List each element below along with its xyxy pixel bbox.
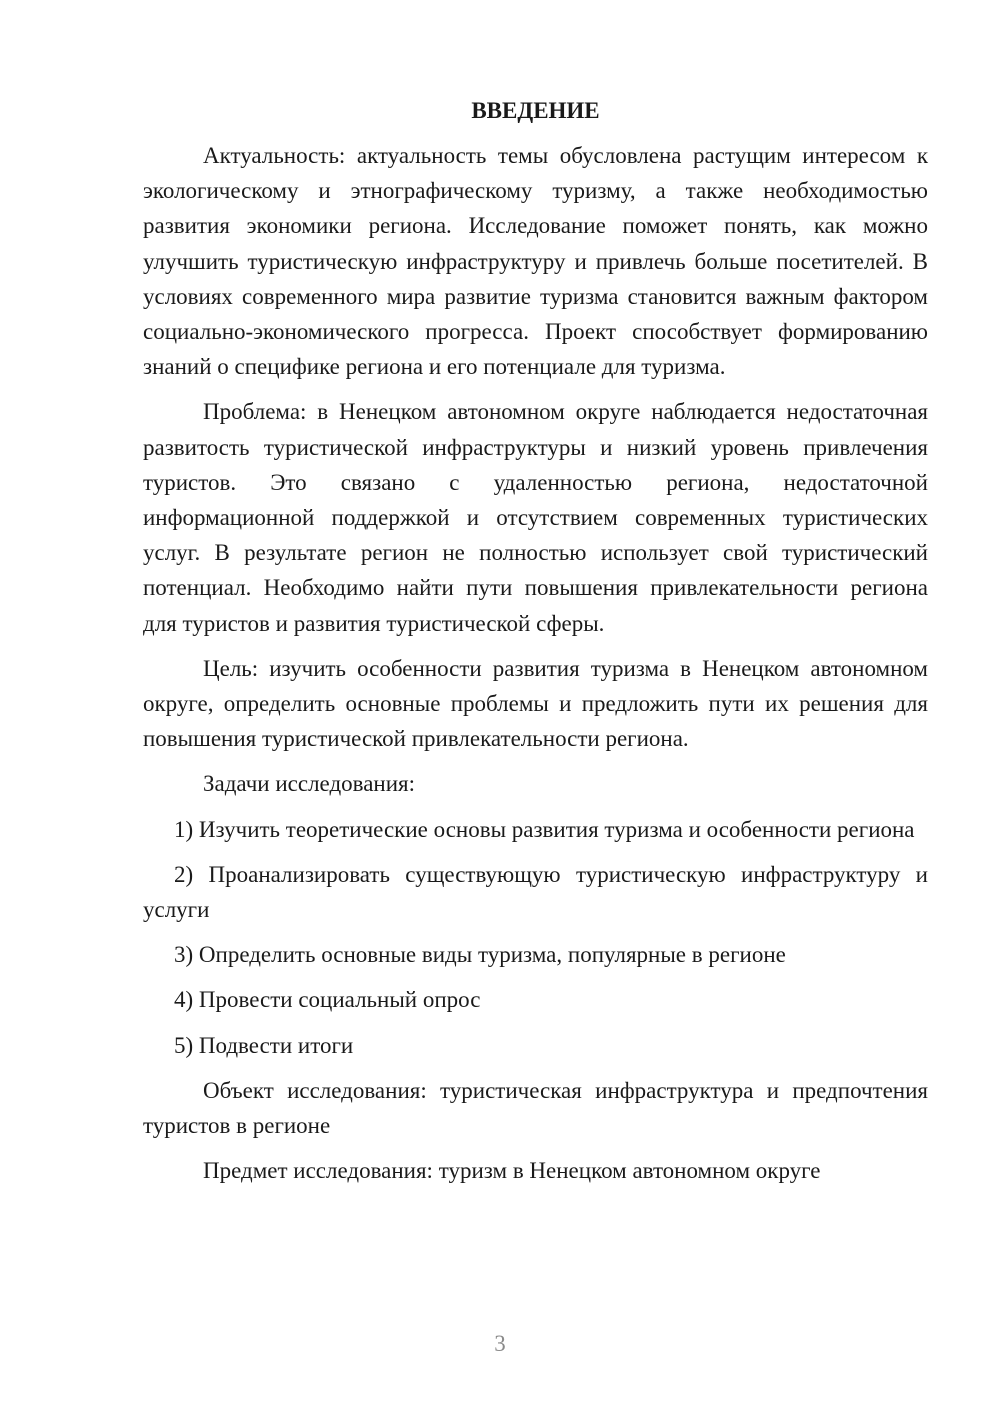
task-item: 2) Проанализировать существующую туристическую инфраструктуру и услуги [143,861,928,923]
task-item: 3) Определить основные виды туризма, популярные в регионе [174,942,786,968]
task-item: 5) Подвести итоги [174,1032,354,1058]
task-item: 4) Провести социальный опрос [174,987,481,1013]
tasks-label: Задачи исследования: [203,771,416,797]
tasks-list [143,812,928,1063]
page-content [143,93,928,1198]
paragraph-goal: Цель: изучить особенности развития туризма в Ненецком автономном округе, определить основные проблемы и предложить пути их решения для повышения туристической привлекательности региона. [143,655,928,752]
paragraph-subject: Предмет исследования: туризм в Ненецком автономном округе [203,1158,821,1184]
paragraph-problem: Проблема: в Ненецком автономном округе наблюдается недостаточная развитость туристической инфраструктуры и низкий уровень привлечения туристов. Это связано с удаленностью региона, недостаточной информационной поддержкой и отсутствием современных туристических услуг. В результате регион не полностью использует свой туристический потенциал. Необходимо найти пути повышения привлекательности региона для туристов и развития туристической сферы. [143,399,928,636]
paragraph-object: Объект исследования: туристическая инфраструктура и предпочтения туристов в регионе [143,1077,928,1139]
task-item: 1) Изучить теоретические основы развития туризма и особенности региона [174,816,915,842]
section-heading: ВВЕДЕНИЕ [471,98,600,123]
page-number: 3 [494,1331,506,1356]
paragraph-relevance: Актуальность: актуальность темы обусловлена растущим интересом к экологическому и этнографическому туризму, а также необходимостью развития экономики региона. Исследование поможет понять, как можно улучшить туристическую инфраструктуру и привлечь больше посетителей. В условиях современного мира развитие туризма становится важным фактором социально-экономического прогресса. Проект способствует формированию знаний о специфике региона и его потенциале для туризма. [143,143,928,380]
